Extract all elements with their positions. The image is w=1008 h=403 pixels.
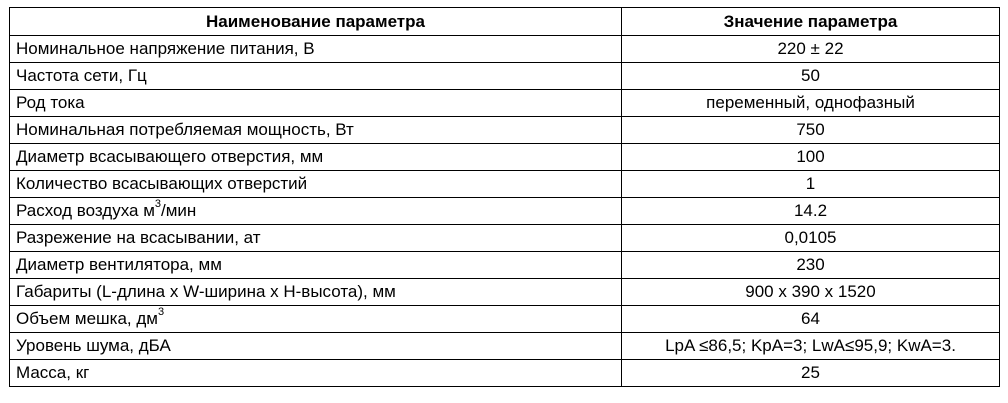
parameter-name-text: Номинальное напряжение питания, В	[16, 39, 315, 58]
parameter-name-text: Диаметр всасывающего отверстия, мм	[16, 147, 324, 166]
parameter-name	[10, 171, 622, 198]
parameter-name-text: Объем мешка, дм	[16, 309, 158, 328]
parameter-name-text: Диаметр вентилятора, мм	[16, 255, 222, 274]
table-header-row	[10, 8, 1000, 36]
parameter-name	[10, 117, 622, 144]
header-parameter-value: Значение параметра	[622, 8, 1000, 36]
parameters-table	[9, 7, 1000, 387]
parameter-name	[10, 36, 622, 63]
parameter-value: 14.2	[622, 198, 1000, 225]
parameter-value: 25	[622, 360, 1000, 387]
parameter-name-text: Номинальная потребляемая мощность, Вт	[16, 120, 354, 139]
table-row	[10, 225, 1000, 252]
parameter-name-text: Уровень шума, дБА	[16, 336, 171, 355]
parameter-value: 64	[622, 306, 1000, 333]
parameter-name-text: Количество всасывающих отверстий	[16, 174, 308, 193]
parameter-value: 1	[622, 171, 1000, 198]
parameter-name	[10, 360, 622, 387]
table-row	[10, 90, 1000, 117]
parameter-name	[10, 144, 622, 171]
table-row	[10, 306, 1000, 333]
parameter-name-text: Частота сети, Гц	[16, 66, 147, 85]
table-row	[10, 144, 1000, 171]
parameter-name-text: Род тока	[16, 93, 85, 112]
table-row	[10, 360, 1000, 387]
table-row	[10, 36, 1000, 63]
parameter-value: LpA ≤86,5; KpA=3; LwA≤95,9; KwA=3.	[622, 333, 1000, 360]
parameter-name-text: Разрежение на всасывании, ат	[16, 228, 261, 247]
parameter-name-text: Расход воздуха м	[16, 201, 155, 220]
parameter-value: 50	[622, 63, 1000, 90]
parameter-name	[10, 333, 622, 360]
parameter-name	[10, 279, 622, 306]
parameter-name	[10, 63, 622, 90]
parameter-value: 220 ± 22	[622, 36, 1000, 63]
parameter-value: 0,0105	[622, 225, 1000, 252]
table-row	[10, 117, 1000, 144]
table-row	[10, 279, 1000, 306]
table-row	[10, 252, 1000, 279]
parameter-name-text: Габариты (L-длина x W-ширина x H-высота), мм	[16, 282, 396, 301]
parameter-name	[10, 252, 622, 279]
parameter-name-suffix: /мин	[161, 201, 197, 220]
table-row	[10, 333, 1000, 360]
parameter-name-text: Масса, кг	[16, 363, 90, 382]
parameter-value: 900 x 390 x 1520	[622, 279, 1000, 306]
parameter-name	[10, 90, 622, 117]
header-parameter-name: Наименование параметра	[10, 8, 622, 36]
parameter-name	[10, 225, 622, 252]
parameter-value: 750	[622, 117, 1000, 144]
table-row	[10, 198, 1000, 225]
table-row	[10, 63, 1000, 90]
parameter-value: 100	[622, 144, 1000, 171]
parameter-name	[10, 198, 622, 225]
parameter-name	[10, 306, 622, 333]
parameter-value: переменный, однофазный	[622, 90, 1000, 117]
superscript: 3	[154, 198, 162, 211]
table-row	[10, 171, 1000, 198]
superscript: 3	[158, 306, 165, 319]
parameter-value: 230	[622, 252, 1000, 279]
